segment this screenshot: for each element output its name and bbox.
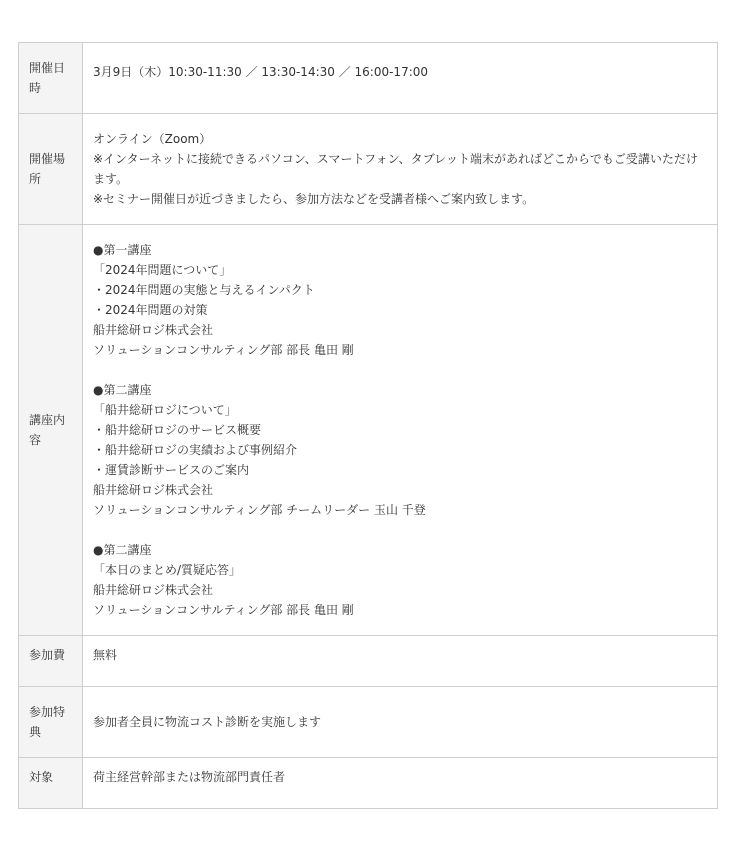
row-label-content: 講座内容 bbox=[19, 225, 83, 636]
seminar-info-container bbox=[18, 42, 718, 809]
value-line: オンライン（Zoom） bbox=[93, 132, 212, 146]
table-row-date bbox=[19, 43, 718, 114]
table-row-content bbox=[19, 225, 718, 636]
value-line: 参加者全員に物流コスト診断を実施します bbox=[93, 715, 322, 729]
value-line: ・2024年問題の実態と与えるインパクト bbox=[93, 283, 315, 297]
row-value-content bbox=[83, 225, 718, 636]
table-row-benefit bbox=[19, 687, 718, 758]
value-line: ソリューションコンサルティング部 チームリーダー 玉山 千登 bbox=[93, 503, 426, 517]
value-line: ソリューションコンサルティング部 部長 亀田 剛 bbox=[93, 343, 354, 357]
value-line: 「船井総研ロジについて」 bbox=[93, 403, 237, 417]
row-value-target bbox=[83, 758, 718, 809]
value-line: 無料 bbox=[93, 648, 118, 662]
value-line: 「2024年問題について」 bbox=[93, 263, 232, 277]
blank-line bbox=[93, 360, 707, 380]
value-line: ●第二講座 bbox=[93, 543, 152, 557]
value-line: ・運賃診断サービスのご案内 bbox=[93, 463, 250, 477]
row-label-benefit: 参加特典 bbox=[19, 687, 83, 758]
row-label-fee: 参加費 bbox=[19, 636, 83, 687]
value-line: ソリューションコンサルティング部 部長 亀田 剛 bbox=[93, 603, 354, 617]
value-line: ※インターネットに接続できるパソコン、スマートフォン、タブレット端末があればどこからでもご受講いただけます。 bbox=[93, 152, 698, 186]
row-label-date: 開催日時 bbox=[19, 43, 83, 114]
value-line: 船井総研ロジ株式会社 bbox=[93, 583, 214, 597]
row-value-date bbox=[83, 43, 718, 114]
table-row-venue bbox=[19, 114, 718, 225]
row-label-target: 対象 bbox=[19, 758, 83, 809]
table-row-fee bbox=[19, 636, 718, 687]
value-line: ・船井総研ロジの実績および事例紹介 bbox=[93, 443, 298, 457]
table-row-target bbox=[19, 758, 718, 809]
value-line: 船井総研ロジ株式会社 bbox=[93, 323, 214, 337]
value-line: 船井総研ロジ株式会社 bbox=[93, 483, 214, 497]
value-line: ・船井総研ロジのサービス概要 bbox=[93, 423, 262, 437]
value-line: 3月9日（木）10:30-11:30 ／ 13:30-14:30 ／ 16:00-17:00 bbox=[93, 65, 429, 79]
value-line: 荷主経営幹部または物流部門責任者 bbox=[93, 770, 286, 784]
value-line: ●第二講座 bbox=[93, 383, 152, 397]
row-value-fee bbox=[83, 636, 718, 687]
blank-line bbox=[93, 520, 707, 540]
value-line: ・2024年問題の対策 bbox=[93, 303, 208, 317]
seminar-info-table bbox=[18, 42, 718, 809]
row-value-venue bbox=[83, 114, 718, 225]
value-line: 「本日のまとめ/質疑応答」 bbox=[93, 563, 242, 577]
value-line: ●第一講座 bbox=[93, 243, 152, 257]
row-value-benefit bbox=[83, 687, 718, 758]
row-label-venue: 開催場所 bbox=[19, 114, 83, 225]
value-line: ※セミナー開催日が近づきましたら、参加方法などを受講者様へご案内致します。 bbox=[93, 192, 535, 206]
